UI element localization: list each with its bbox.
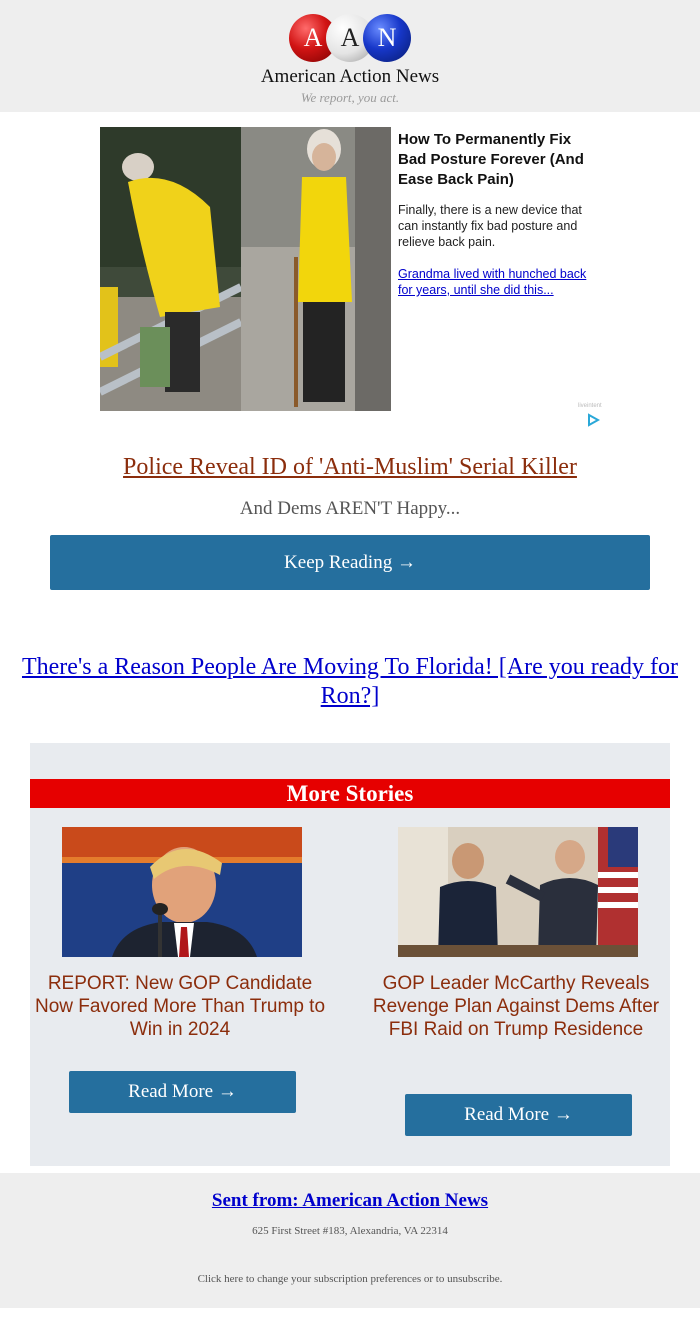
read-more-button[interactable]: Read More →	[69, 1071, 296, 1113]
logo-letter-n: N	[363, 14, 411, 62]
trump-photo[interactable]	[62, 827, 302, 957]
footer-address: 625 First Street #183, Alexandria, VA 22314	[252, 1225, 448, 1237]
ad-image[interactable]	[100, 127, 391, 411]
more-stories-section	[30, 743, 670, 1166]
florida-promo-link[interactable]: There's a Reason People Are Moving To Florida! [Are you ready for Ron?]	[21, 654, 679, 709]
logo-letter-a2: A	[326, 14, 374, 62]
read-more-button[interactable]: Read More →	[405, 1094, 632, 1136]
sponsored-ad[interactable]	[100, 127, 600, 427]
brand-tagline: We report, you act.	[300, 90, 400, 105]
email-footer	[0, 1173, 700, 1308]
brand-name: American Action News	[260, 66, 440, 87]
story-title[interactable]: GOP Leader McCarthy Reveals Revenge Plan Against Dems After FBI Raid on Trump Residence	[372, 973, 660, 1040]
ad-description: Finally, there is a new device that can instantly fix bad posture and relieve back pain.	[398, 203, 582, 249]
aan-logo[interactable]	[289, 14, 411, 62]
sent-from-link[interactable]: Sent from: American Action News	[211, 1190, 489, 1211]
unsubscribe-link[interactable]: Click here to change your subscription preferences or to unsubscribe.	[197, 1273, 503, 1285]
email-header	[0, 0, 700, 112]
logo-letter-a1: A	[289, 14, 337, 62]
adchoices-icon[interactable]	[586, 413, 600, 427]
more-stories-heading: More Stories	[30, 779, 670, 808]
main-story-subhead: And Dems AREN'T Happy...	[239, 498, 461, 519]
ad-link[interactable]: Grandma lived with hunched back for years, until she did this...	[398, 267, 587, 297]
ad-provider-label[interactable]: liveintent	[578, 403, 602, 409]
story-title[interactable]: REPORT: New GOP Candidate Now Favored More Than Trump to Win in 2024	[34, 973, 326, 1040]
ad-title[interactable]: How To Permanently Fix Bad Posture Forever (And Ease Back Pain)	[398, 131, 584, 188]
mccarthy-photo[interactable]	[398, 827, 638, 957]
keep-reading-button[interactable]: Keep Reading →	[50, 535, 650, 590]
main-story-headline[interactable]: Police Reveal ID of 'Anti-Muslim' Serial Killer	[123, 454, 577, 480]
